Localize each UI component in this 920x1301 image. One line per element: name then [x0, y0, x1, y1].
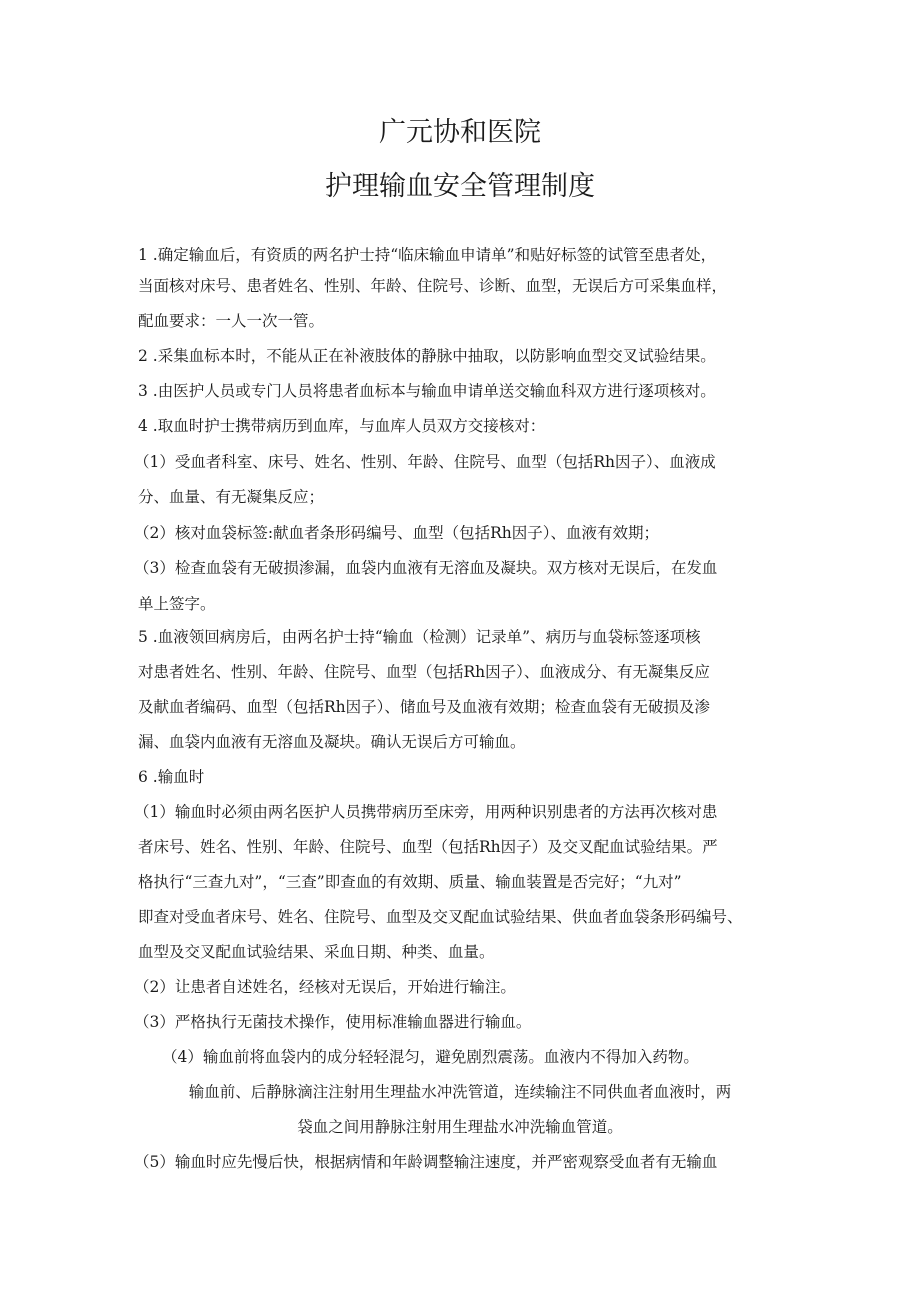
- body-line-24: （4）输血前将血袋内的成分轻轻混匀，避免剧烈震荡。血液内不得加入药物。: [162, 1048, 699, 1066]
- body-line-7: （1）受血者科室、床号、姓名、性别、年龄、住院号、血型（包括Rh因子）、血液成: [134, 453, 716, 471]
- body-line-6: 4 .取血时护士携带病历到血库，与血库人员双方交接核对：: [138, 417, 546, 435]
- body-line-22: （2）让患者自述姓名，经核对无误后，开始进行输注。: [134, 978, 516, 996]
- body-line-9: （2）核对血袋标签:献血者条形码编号、血型（包括Rh因子）、血液有效期；: [134, 524, 659, 542]
- body-line-5: 3 .由医护人员或专门人员将患者血标本与输血申请单送交输血科双方进行逐项核对。: [138, 382, 716, 400]
- body-line-25: 输血前、后静脉滴注注射用生理盐水冲洗管道，连续输注不同供血者血液时，两: [188, 1083, 732, 1101]
- body-line-4: 2 .采集血标本时，不能从正在补液肢体的静脉中抽取，以防影响血型交叉试验结果。: [138, 347, 716, 365]
- body-line-18: 者床号、姓名、性别、年龄、住院号、血型（包括Rh因子）及交叉配血试验结果。严: [138, 838, 718, 856]
- body-line-8: 分、血量、有无凝集反应；: [138, 488, 325, 506]
- body-line-13: 对患者姓名、性别、年龄、住院号、血型（包括Rh因子）、血液成分、有无凝集反应: [138, 663, 710, 681]
- body-line-16: 6 .输血时: [138, 768, 205, 786]
- body-line-15: 漏、血袋内血液有无溶血及凝块。确认无误后方可输血。: [138, 733, 526, 751]
- body-line-27: （5）输血时应先慢后快，根据病情和年龄调整输注速度，并严密观察受血者有无输血: [134, 1153, 718, 1171]
- body-line-21: 血型及交叉配血试验结果、采血日期、种类、血量。: [138, 943, 495, 961]
- body-line-20: 即查对受血者床号、姓名、住院号、血型及交叉配血试验结果、供血者血袋条形码编号、: [138, 908, 743, 926]
- body-line-10: （3）检查血袋有无破损渗漏，血袋内血液有无溶血及凝块。双方核对无误后，在发血: [134, 559, 718, 577]
- body-line-11: 单上签字。: [138, 595, 216, 613]
- body-line-12: 5 .血液领回病房后，由两名护士持“输血（检测）记录单”、病历与血袋标签逐项核: [138, 628, 701, 646]
- body-line-3: 配血要求：一人一次一管。: [138, 312, 325, 330]
- body-line-1: 1 .确定输血后，有资质的两名护士持“临床输血申请单”和贴好标签的试管至患者处，: [138, 246, 717, 264]
- body-line-2: 当面核对床号、患者姓名、性别、年龄、住院号、诊断、血型，无误后方可采集血样，: [138, 277, 728, 295]
- body-line-14: 及献血者编码、血型（包括Rh因子）、储血号及血液有效期；检查血袋有无破损及渗: [138, 698, 710, 716]
- body-line-26: 袋血之间用静脉注射用生理盐水冲洗输血管道。: [297, 1118, 623, 1136]
- body-line-19: 格执行“三查九对”，“三查”即查血的有效期、质量、输血装置是否完好；“九对”: [138, 873, 682, 891]
- document-title: 护理输血安全管理制度: [325, 171, 595, 202]
- body-line-23: （3）严格执行无菌技术操作，使用标准输血器进行输血。: [134, 1013, 532, 1031]
- body-line-17: （1）输血时必须由两名医护人员携带病历至床旁，用两种识别患者的方法再次核对患: [134, 803, 718, 821]
- hospital-name: 广元协和医院: [379, 117, 541, 148]
